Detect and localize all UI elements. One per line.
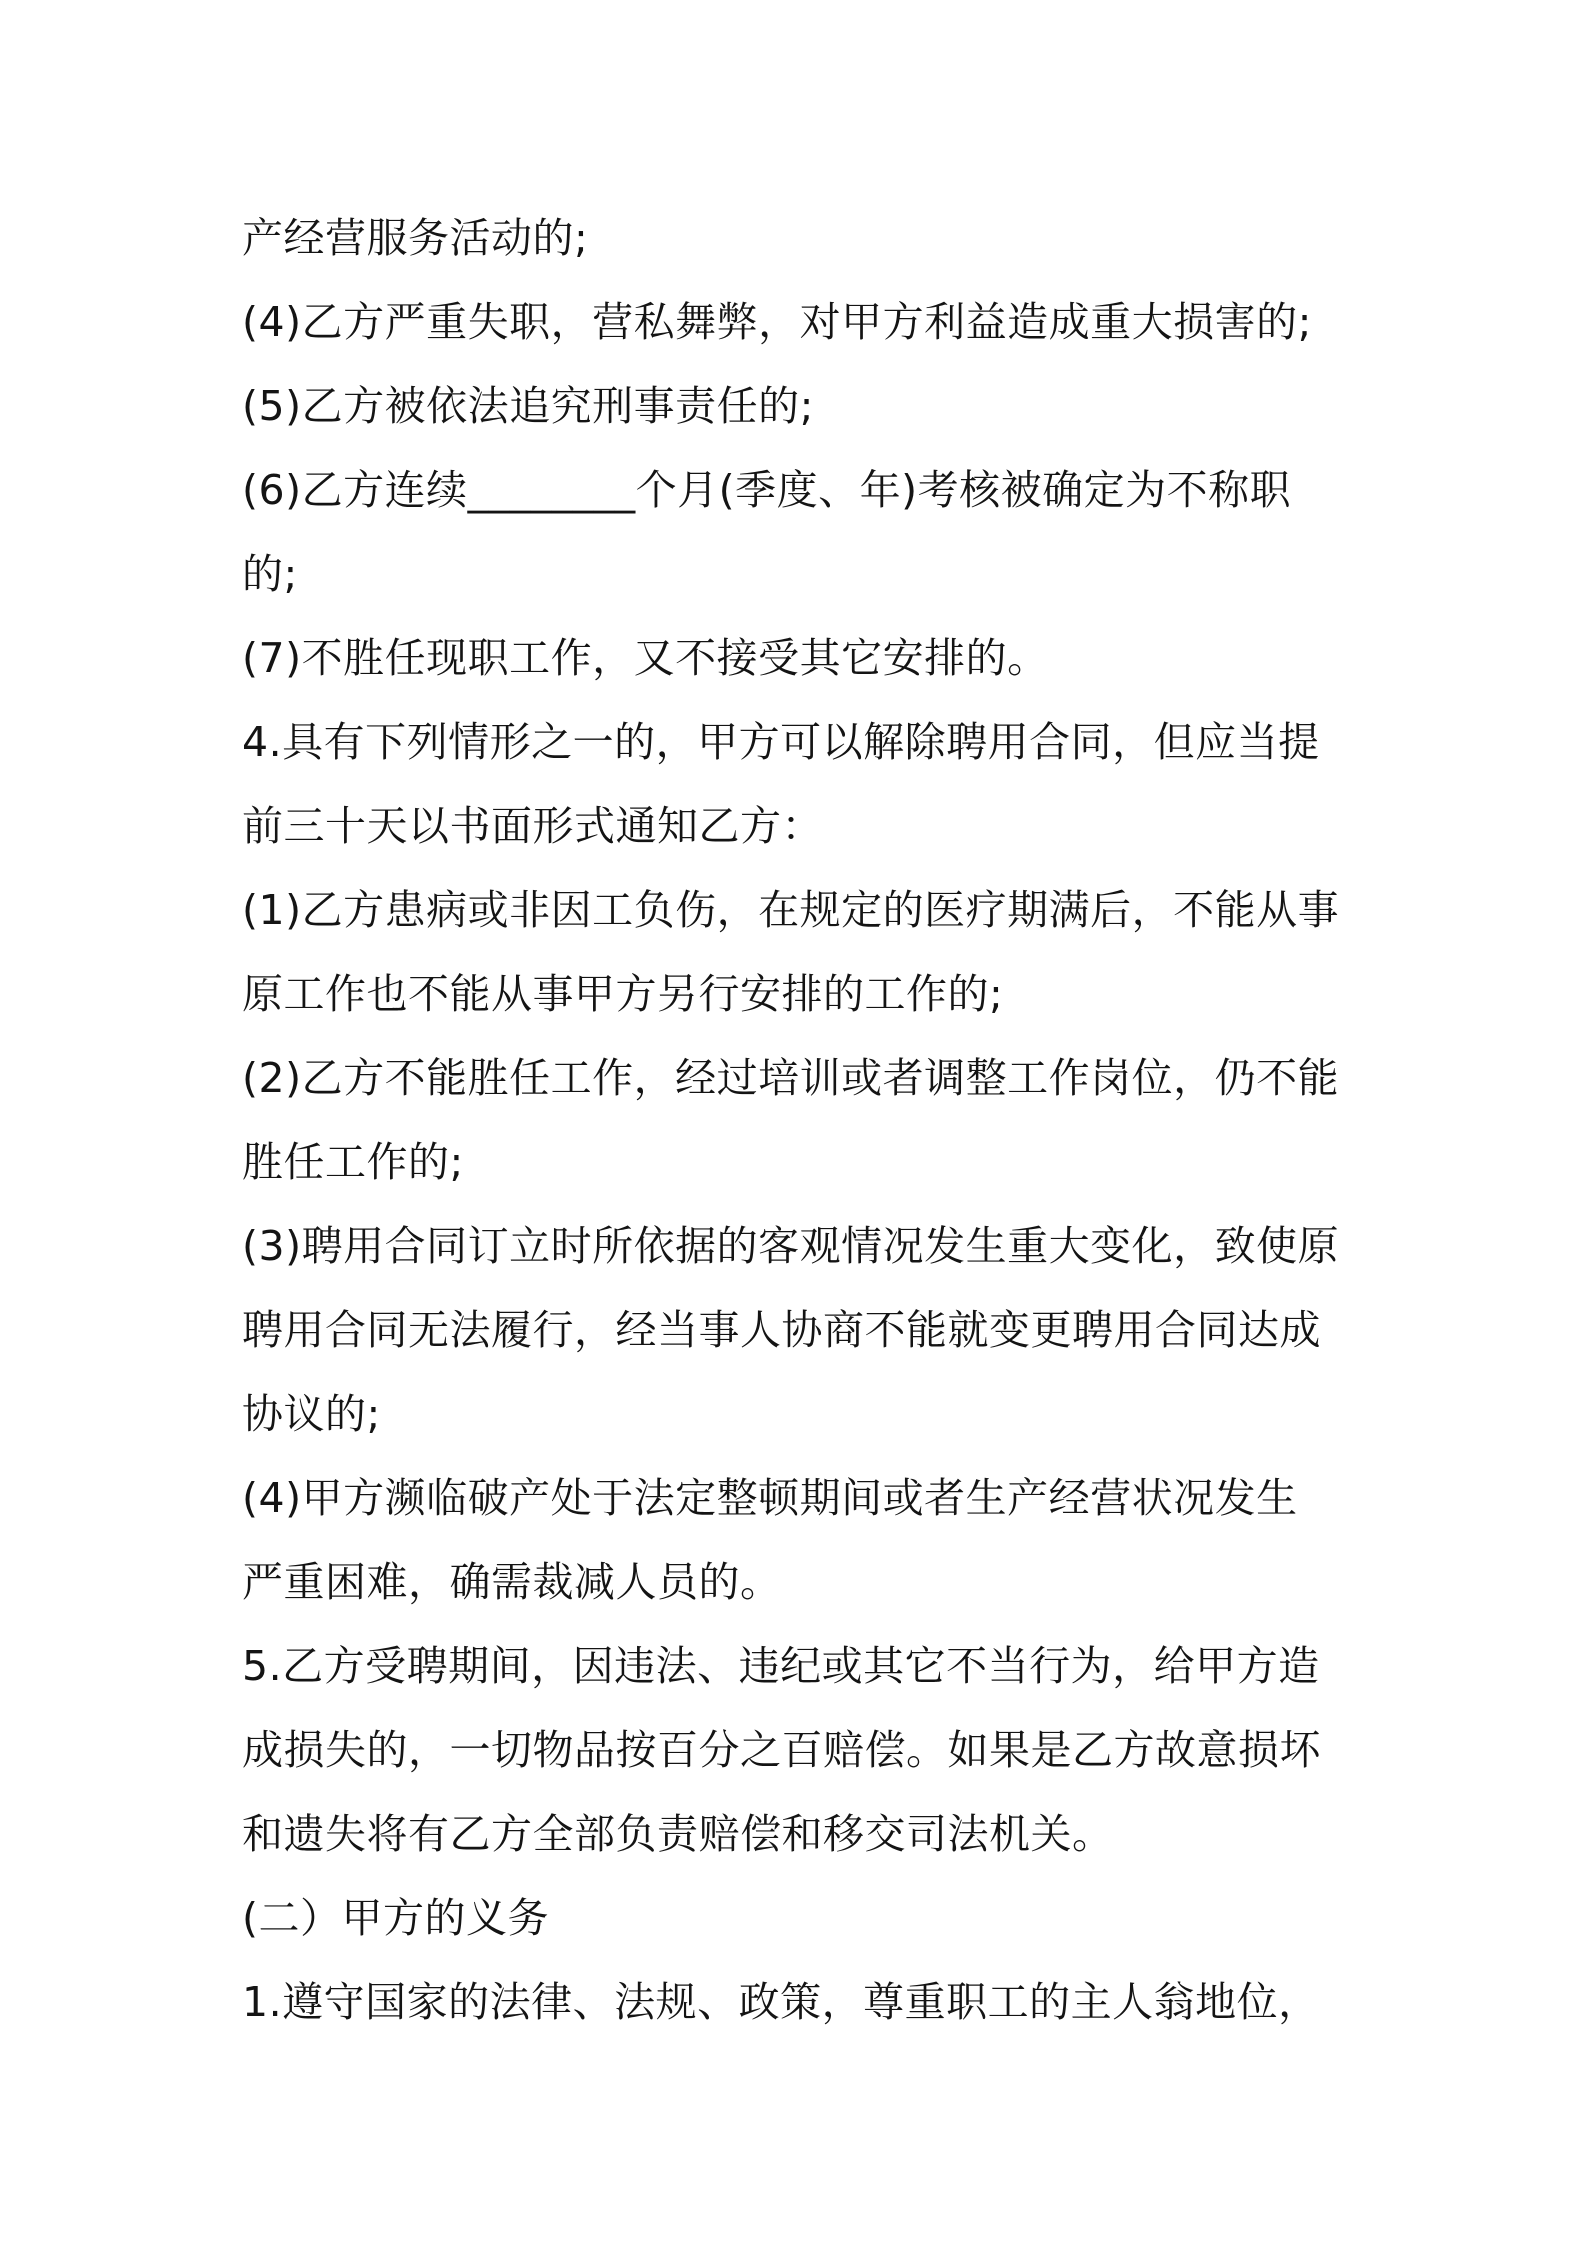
text-line-15: 协议的; [242,1390,381,1438]
text-line-9: (1)乙方患病或非因工负伤，在规定的医疗期满后，不能从事 [242,886,1340,934]
document-body [242,196,1362,2044]
text-line-22: 1.遵守国家的法律、法规、政策，尊重职工的主人翁地位， [242,1978,1320,2026]
text-line-5: 的; [242,550,298,598]
text-line-13: (3)聘用合同订立时所依据的客观情况发生重大变化，致使原 [242,1222,1340,1270]
text-line-4: (6)乙方连续________个月(季度、年)考核被确定为不称职 [242,466,1292,514]
text-line-11: (2)乙方不能胜任工作，经过培训或者调整工作岗位，仍不能 [242,1054,1340,1102]
text-line-3: (5)乙方被依法追究刑事责任的; [242,382,814,430]
text-line-18: 5.乙方受聘期间，因违法、违纪或其它不当行为，给甲方造 [242,1642,1320,1690]
text-line-7: 4.具有下列情形之一的，甲方可以解除聘用合同，但应当提 [242,718,1320,766]
text-line-20: 和遗失将有乙方全部负责赔偿和移交司法机关。 [242,1810,1114,1858]
text-line-12: 胜任工作的; [242,1138,464,1186]
text-line-14: 聘用合同无法履行，经当事人协商不能就变更聘用合同达成 [242,1306,1321,1354]
text-line-19: 成损失的，一切物品按百分之百赔偿。如果是乙方故意损坏 [242,1726,1321,1774]
text-line-16: (4)甲方濒临破产处于法定整顿期间或者生产经营状况发生 [242,1474,1298,1522]
text-line-2: (4)乙方严重失职，营私舞弊，对甲方利益造成重大损害的; [242,298,1312,346]
text-line-1: 产经营服务活动的; [242,214,589,262]
text-line-10: 原工作也不能从事甲方另行安排的工作的; [242,970,1004,1018]
text-line-8: 前三十天以书面形式通知乙方： [242,802,823,850]
text-line-21: (二）甲方的义务 [242,1894,549,1942]
text-line-6: (7)不胜任现职工作，又不接受其它安排的。 [242,634,1049,682]
text-line-17: 严重困难，确需裁减人员的。 [242,1558,782,1606]
